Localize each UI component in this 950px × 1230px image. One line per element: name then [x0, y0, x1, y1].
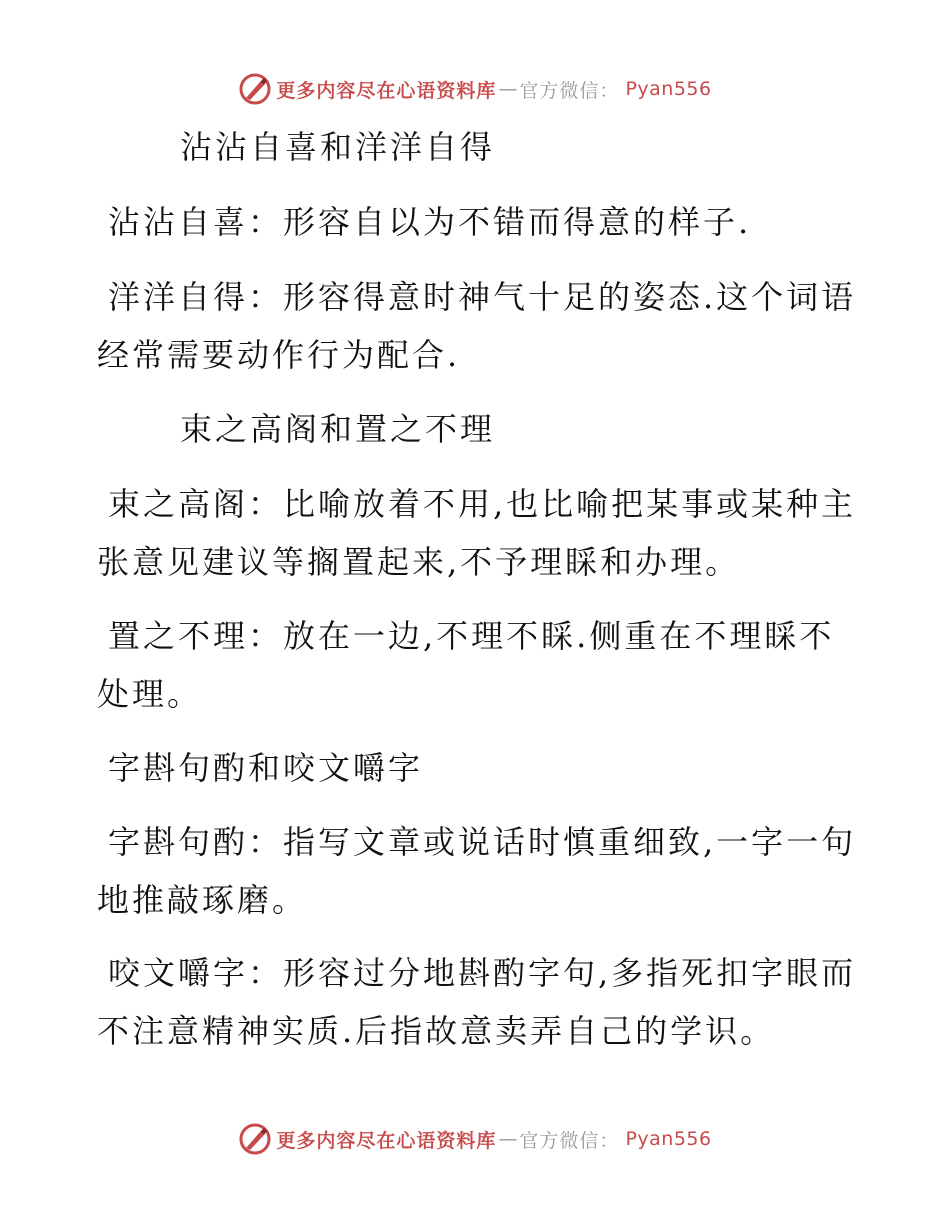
watermark-brand-text: 更多内容尽在心语资料库 [276, 79, 497, 102]
definition-line: 咬文嚼字：形容过分地斟酌字句,多指死扣字眼而 [108, 954, 857, 992]
footer-watermark [0, 1122, 950, 1156]
definition-line: 洋洋自得：形容得意时神气十足的姿态.这个词语 [108, 278, 857, 316]
pen-logo-icon [238, 1122, 272, 1156]
watermark-colon: ： [599, 1129, 620, 1152]
section-heading: 字斟句酌和咬文嚼字 [108, 749, 424, 787]
definition-line: 沾沾自喜：形容自以为不错而得意的样子. [108, 203, 752, 241]
watermark-wechat-id: Pyan556 [625, 1128, 712, 1150]
header-watermark [0, 72, 950, 106]
definition-line: 张意见建议等搁置起来,不予理睬和办理。 [97, 543, 741, 581]
watermark-label: 官方微信 [519, 79, 600, 102]
definition-line: 地推敲琢磨。 [97, 881, 308, 919]
watermark-separator: — [498, 78, 518, 100]
pen-logo-icon [238, 72, 272, 106]
section-heading: 束之高阁和置之不理 [180, 410, 496, 448]
watermark-brand-text: 更多内容尽在心语资料库 [276, 1129, 497, 1152]
definition-line: 经常需要动作行为配合. [97, 336, 461, 374]
section-heading: 沾沾自喜和洋洋自得 [180, 128, 496, 166]
watermark-separator: — [498, 1128, 518, 1150]
watermark-colon: ： [599, 79, 620, 102]
definition-line: 束之高阁：比喻放着不用,也比喻把某事或某种主 [108, 485, 857, 523]
watermark-wechat-id: Pyan556 [625, 78, 712, 100]
definition-line: 不注意精神实质.后指故意卖弄自己的学识。 [97, 1012, 776, 1050]
definition-line: 置之不理：放在一边,不理不睬.侧重在不理睬不 [108, 617, 835, 655]
watermark-label: 官方微信 [519, 1129, 600, 1152]
definition-line: 处理。 [97, 675, 203, 713]
definition-line: 字斟句酌：指写文章或说话时慎重细致,一字一句 [108, 823, 857, 861]
